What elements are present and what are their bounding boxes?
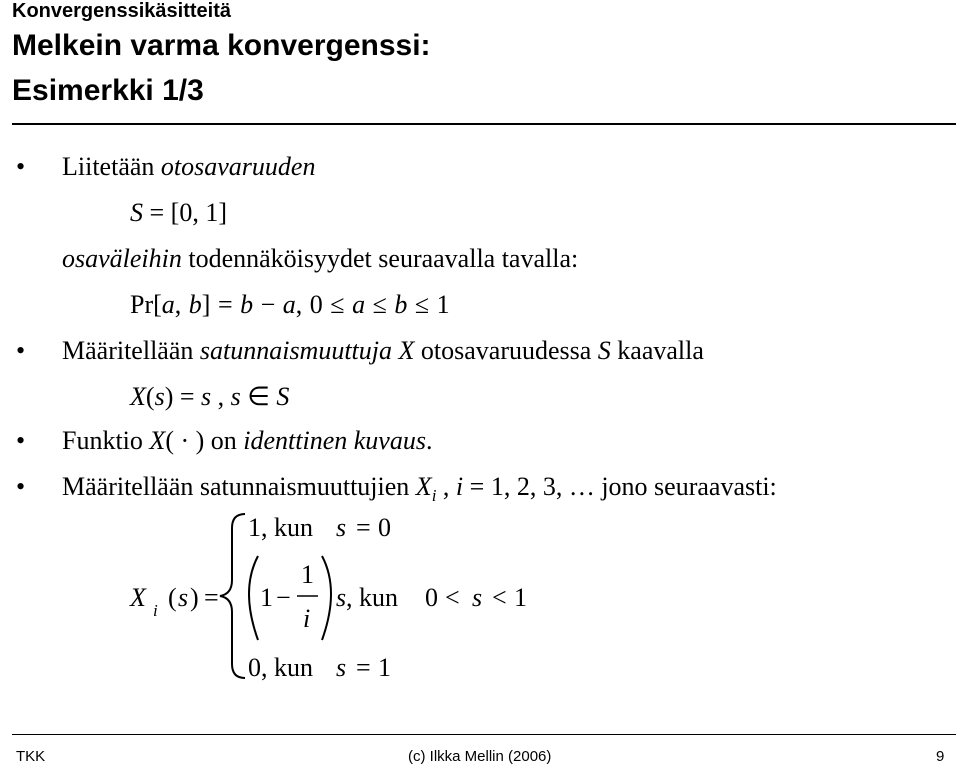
case2-denominator: i	[303, 604, 311, 633]
bullet-1-marker: •	[16, 152, 26, 181]
case1-s: s	[336, 513, 347, 542]
case1-zero: 0	[378, 513, 391, 542]
case2-one: 1	[260, 583, 273, 612]
lhs-equals: =	[204, 583, 219, 612]
lhs-close-paren: )	[190, 583, 199, 612]
footer-rule	[12, 734, 956, 735]
case1-value: 1	[248, 513, 261, 542]
footer-left: TKK	[16, 748, 46, 765]
piecewise-formula	[0, 500, 960, 700]
case1-eq: =	[356, 513, 371, 542]
case2-lt1: <	[445, 583, 460, 612]
slide-title-line1: Melkein varma konvergenssi:	[12, 29, 431, 62]
case3-kun: , kun	[261, 653, 313, 682]
sample-space-definition: S = [0, 1]	[130, 198, 227, 227]
identity-formula: X(s) = s , s ∈ S	[130, 382, 290, 411]
case2-s2: s	[472, 583, 483, 612]
lhs-subscript-i: i	[153, 601, 158, 620]
bullet-2-text: Määritellään satunnaismuuttuja X otosavaruudessa S kaavalla	[62, 336, 704, 365]
header-rule	[12, 123, 956, 125]
bullet-3-marker: •	[16, 426, 26, 455]
case2-kun: , kun	[346, 583, 398, 612]
bullet-1-text: Liitetään otosavaruuden	[62, 152, 316, 181]
case1-kun: , kun	[261, 513, 313, 542]
case2-minus: −	[276, 583, 291, 612]
bullet-1-continuation: osaväleihin todennäköisyydet seuraavalla tavalla:	[62, 244, 579, 273]
big-left-paren-icon	[249, 556, 258, 640]
section-title: Konvergenssikäsitteitä	[12, 0, 231, 22]
lhs-open-paren: (	[168, 583, 177, 612]
lhs-s: s	[178, 583, 189, 612]
case2-lt2: <	[492, 583, 507, 612]
slide-title-line2: Esimerkki 1/3	[12, 74, 204, 107]
case3-s: s	[336, 653, 347, 682]
case3-one: 1	[378, 653, 391, 682]
case2-one-end: 1	[514, 583, 527, 612]
bullet-4-marker: •	[16, 472, 26, 501]
bullet-4-text: Määritellään satunnaismuuttujien $X_i$ , i = 1, 2, 3, … jono seuraavasti:	[62, 472, 777, 506]
case2-numerator: 1	[301, 560, 314, 589]
bullet-3-text: Funktio X( · ) on identtinen kuvaus.	[62, 426, 433, 455]
left-brace-icon	[220, 514, 245, 678]
lhs-X: X	[130, 583, 146, 612]
case3-value: 0	[248, 653, 261, 682]
case2-zero: 0	[425, 583, 438, 612]
page-number: 9	[936, 748, 945, 765]
bullet-2-marker: •	[16, 336, 26, 365]
big-right-paren-icon	[322, 556, 331, 640]
case3-eq: =	[356, 653, 371, 682]
case2-s: s	[336, 583, 347, 612]
probability-formula: Pr[a, b] = b − a, 0 ≤ a ≤ b ≤ 1	[130, 290, 450, 319]
footer-copyright: (c) Ilkka Mellin (2006)	[408, 748, 552, 765]
